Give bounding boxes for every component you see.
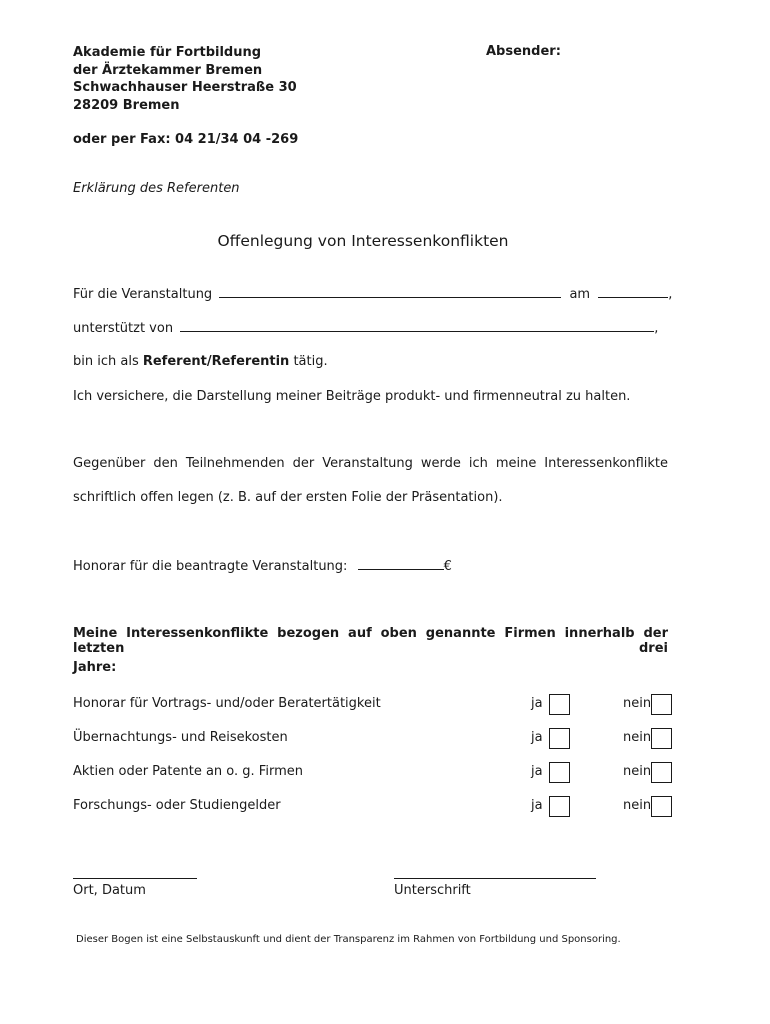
conflict-item-research: Forschungs- oder Studiengelder — [73, 798, 281, 813]
role-suffix: tätig. — [293, 354, 328, 369]
footer-note: Dieser Bogen ist eine Selbstauskunft und dient der Transparenz im Rahmen von Fortbildung und Sponsoring. — [76, 934, 621, 945]
address-line-2: der Ärztekammer Bremen — [73, 62, 263, 78]
sender-label: Absender: — [486, 44, 561, 59]
signature-line[interactable] — [394, 878, 596, 879]
fee-label: Honorar für die beantragte Veranstaltung: — [73, 559, 348, 574]
place-date-line[interactable] — [73, 878, 197, 879]
yes-label: ja — [531, 764, 543, 779]
no-label: nein — [623, 696, 652, 711]
address-line-4: 28209 Bremen — [73, 97, 180, 113]
conflict-item-shares: Aktien oder Patente an o. g. Firmen — [73, 764, 303, 779]
no-label: nein — [623, 764, 652, 779]
conflict-item-travel: Übernachtungs- und Reisekosten — [73, 730, 288, 745]
address-line-1: Akademie für Fortbildung — [73, 45, 262, 60]
yes-label: ja — [531, 798, 543, 813]
signature-label: Unterschrift — [394, 883, 471, 898]
no-checkbox-shares[interactable] — [651, 762, 672, 783]
fax-number: oder per Fax: 04 21/34 04 -269 — [73, 132, 299, 147]
conflicts-heading-line-1: Meine Interessenkonflikte bezogen auf oben genannte Firmen innerhalb der letzten drei — [73, 626, 668, 656]
yes-checkbox-research[interactable] — [549, 796, 570, 817]
role-row — [73, 354, 328, 369]
no-label: nein — [623, 730, 652, 745]
comma: , — [654, 321, 659, 336]
assurance-text: Ich versichere, die Darstellung meiner Beiträge produkt- und firmenneutral zu halten. — [73, 389, 631, 404]
conflict-item-fees: Honorar für Vortrags- und/oder Beratertätigkeit — [73, 696, 381, 711]
role-bold: Referent/Referentin — [142, 354, 290, 369]
fee-field[interactable] — [358, 558, 444, 570]
fee-row — [73, 558, 452, 574]
no-checkbox-travel[interactable] — [651, 728, 672, 749]
no-checkbox-fees[interactable] — [651, 694, 672, 715]
supported-row — [73, 320, 658, 336]
disclosure-line-2: schriftlich offen legen (z. B. auf der ersten Folie der Präsentation). — [73, 490, 503, 505]
yes-checkbox-travel[interactable] — [549, 728, 570, 749]
event-label: Für die Veranstaltung — [73, 287, 213, 302]
comma: , — [668, 287, 673, 302]
declaration-label: Erklärung des Referenten — [73, 181, 240, 196]
yes-label: ja — [531, 696, 543, 711]
address-line-3: Schwachhauser Heerstraße 30 — [73, 80, 297, 95]
place-date-label: Ort, Datum — [73, 883, 146, 898]
yes-checkbox-fees[interactable] — [549, 694, 570, 715]
supported-label: unterstützt von — [73, 321, 174, 336]
disclosure-line-1: Gegenüber den Teilnehmenden der Veranstaltung werde ich meine Interessenkonflikte — [73, 456, 668, 471]
conflicts-heading-line-2: Jahre: — [73, 660, 117, 675]
no-checkbox-research[interactable] — [651, 796, 672, 817]
supporter-field[interactable] — [180, 320, 654, 332]
event-name-field[interactable] — [219, 286, 561, 298]
currency-symbol: € — [443, 559, 452, 574]
recipient-address — [73, 44, 297, 114]
page-title: Offenlegung von Interessenkonflikten — [217, 232, 509, 250]
role-prefix: bin ich als — [73, 354, 139, 369]
no-label: nein — [623, 798, 652, 813]
yes-label: ja — [531, 730, 543, 745]
date-label: am — [569, 287, 591, 302]
event-row — [73, 286, 672, 302]
date-field[interactable] — [598, 286, 668, 298]
yes-checkbox-shares[interactable] — [549, 762, 570, 783]
